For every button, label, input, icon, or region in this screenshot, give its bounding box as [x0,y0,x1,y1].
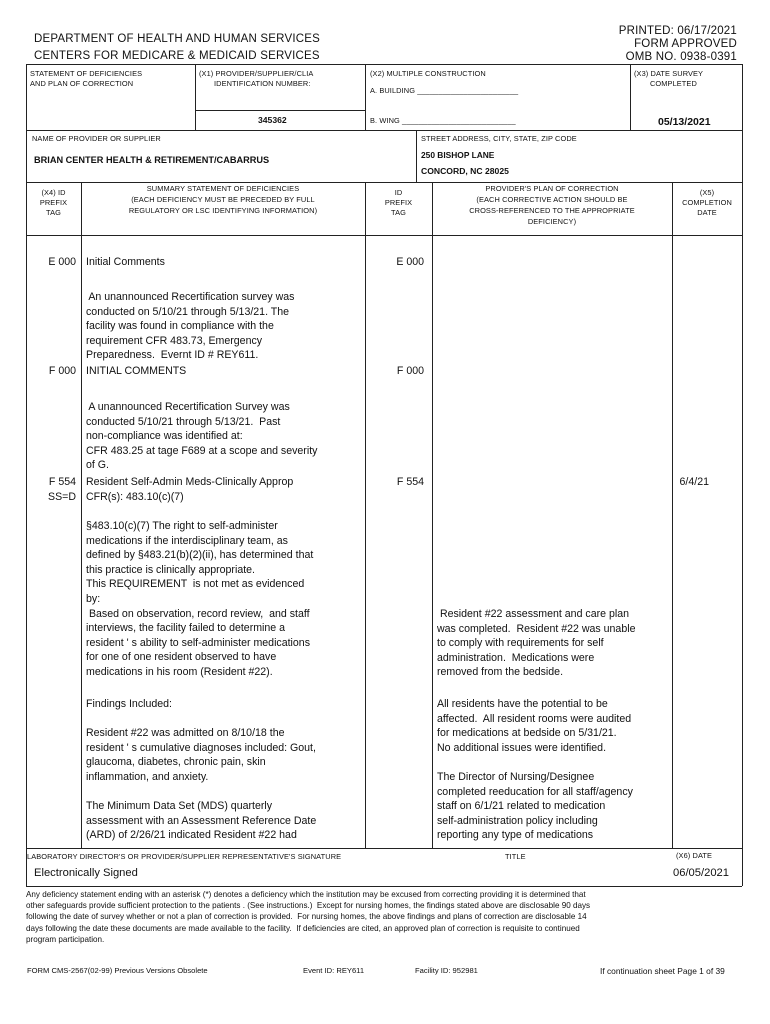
plan-header-1: PROVIDER'S PLAN OF CORRECTION [485,184,619,193]
correction-plan-resident: Resident #22 assessment and care plan was completed. Resident #22 was unable to comply with requirements for self administration. Medications were removed from the bedside. [437,608,636,679]
provider-name: BRIAN CENTER HEALTH & RETIREMENT/CABARRUS [34,155,270,165]
rule [26,64,742,65]
x4-header-2: PREFIX [39,198,68,207]
f554-title: Resident Self-Admin Meds-Clinically Approp CFR(s): 483.10(c)(7) [86,476,294,503]
rule [26,130,742,131]
statement-label-1: STATEMENT OF DEFICIENCIES [30,69,143,78]
form-number: FORM CMS-2567(02-99) Previous Versions Obsolete [27,966,208,975]
x4-header-1: (X4) ID [41,188,66,197]
form-approved: FORM APPROVED [634,38,737,50]
rule [195,64,196,130]
correction-plan-audit: All residents have the potential to be affected. All resident rooms were audited for medications at bedside on 5/31/21. No additional issues were identified. [437,698,632,754]
severity-code: SS=D [48,491,76,503]
event-id: Event ID: REY611 [303,966,365,975]
ref-tag-e000: E 000 [396,256,424,268]
city-state-zip: CONCORD, NC 28025 [421,166,509,176]
x2-label: (X2) MULTIPLE CONSTRUCTION [370,69,486,78]
signature-label: LABORATORY DIRECTOR'S OR PROVIDER/SUPPLIER REPRESENTATIVE'S SIGNATURE [27,852,342,861]
summary-header-2: (EACH DEFICIENCY MUST BE PRECEDED BY FULL [131,195,315,204]
x1-label-1: (X1) PROVIDER/SUPPLIER/CLIA [199,69,314,78]
id-header-1: ID [394,188,403,197]
resident-admission-text: Resident #22 was admitted on 8/10/18 the resident ' s cumulative diagnoses included: Gout, glaucoma, diabetes, chronic pain, skin inflammation, and anxiety. [86,727,316,783]
initial-comments-heading: Initial Comments [86,256,165,268]
correction-plan-education: The Director of Nursing/Designee completed reeducation for all staff/agency staff on 6/1/21 related to medication self-administration policy including reporting any type of medications [437,771,633,842]
rule [81,182,82,848]
signature-value: Electronically Signed [34,867,138,879]
rule [416,130,417,182]
tag-e000: E 000 [48,256,76,268]
x1-label-2: IDENTIFICATION NUMBER: [214,79,311,88]
emergency-prep-text: An unannounced Recertification survey was conducted on 5/10/21 through 5/13/21. The facility was found in compliance with the requirement CFR 483.73, Emergency Preparedness. Evernt ID # REY611. [86,291,295,362]
continuation-page: If continuation sheet Page 1 of 39 [600,966,725,976]
plan-header-4: DEFICIENCY) [527,217,577,226]
ref-tag-f554: F 554 [396,476,424,488]
statement-label-2: AND PLAN OF CORRECTION [30,79,134,88]
recert-survey-text: A unannounced Recertification Survey was conducted 5/10/21 through 5/13/21. Past non-compliance was identified at: CFR 483.25 at tage F689 at a scope and severity of G. [86,401,318,472]
disclaimer-text: Any deficiency statement ending with an asterisk (*) denotes a deficiency which the institution may be excused from correcting providing it is determined that other safeguards provide sufficient protection to the patients . (See instructions.) Except for nursing homes, the findings stated above are disclosable 90 days following the date of survey whether or not a plan of correction is provided. For nursing homes, the above findings and plans of correction are disclosable 14 days following the date these documents are made available to the facility. If deficiencies are cited, an approved plan of correction is requisite to continued program participation. [26,890,591,944]
rule [432,182,433,848]
rule [365,182,366,848]
x3-label-1: (X3) DATE SURVEY [634,69,704,78]
facility-id: Facility ID: 952981 [415,966,478,975]
summary-header-3: REGULATORY OR LSC IDENTIFYING INFORMATION) [128,206,318,215]
rule [672,182,673,848]
id-header-2: PREFIX [384,198,413,207]
date-label: (X6) DATE [676,851,713,860]
rule [26,235,742,236]
initial-comments-heading-2: INITIAL COMMENTS [86,365,187,377]
provider-id-number: 345362 [258,115,287,125]
printed-date: PRINTED: 06/17/2021 [618,25,737,37]
address-label: STREET ADDRESS, CITY, STATE, ZIP CODE [421,134,577,143]
x4-header-3: TAG [46,208,61,217]
tag-f554: F 554 [48,476,76,488]
mds-assessment-text: The Minimum Data Set (MDS) quarterly assessment with an Assessment Reference Date (ARD) of 2/26/21 indicated Resident #22 had [86,800,317,842]
tag-f000: F 000 [48,365,76,377]
plan-header-2: (EACH CORRECTIVE ACTION SHOULD BE [476,195,628,204]
rule [630,64,631,130]
findings-heading: Findings Included: [86,698,172,710]
signature-date: 06/05/2021 [673,867,729,879]
provider-name-label: NAME OF PROVIDER OR SUPPLIER [32,134,161,143]
border-right [742,64,743,886]
rule [26,182,742,183]
title-label: TITLE [505,852,526,861]
x5-header-2: COMPLETION [682,198,732,207]
street-address: 250 BISHOP LANE [421,150,495,160]
rule [26,848,742,849]
agency-line-2: CENTERS FOR MEDICARE & MEDICAID SERVICES [34,50,320,62]
summary-header-1: SUMMARY STATEMENT OF DEFICIENCIES [146,184,300,193]
completion-date: 6/4/21 [679,476,709,488]
omb-number: OMB NO. 0938-0391 [625,51,737,63]
plan-header-3: CROSS-REFERENCED TO THE APPROPRIATE [469,206,635,215]
rule [195,110,365,111]
rule [26,886,742,887]
agency-line-1: DEPARTMENT OF HEALTH AND HUMAN SERVICES [34,33,320,45]
building-field: A. BUILDING ________________________ [370,86,519,95]
x3-label-2: COMPLETED [650,79,697,88]
regulation-text: §483.10(c)(7) The right to self-administer medications if the interdisciplinary team, as defined by §483.21(b)(2)(ii), has determined that this practice is clinically appropriate. This REQUIREMENT is not met as evidenced by: Based on observation, record review, and staff interviews, the facility failed to determine a resident ' s ability to self-administer medications for one of one resident observed to have medications in his room (Resident #22). [86,520,314,678]
wing-field: B. WING ___________________________ [370,116,516,125]
x5-header-3: DATE [697,208,717,217]
ref-tag-f000: F 000 [396,365,424,377]
id-header-3: TAG [391,208,406,217]
survey-date: 05/13/2021 [658,116,711,128]
rule [365,64,366,130]
x5-header-1: (X5) [699,188,715,197]
